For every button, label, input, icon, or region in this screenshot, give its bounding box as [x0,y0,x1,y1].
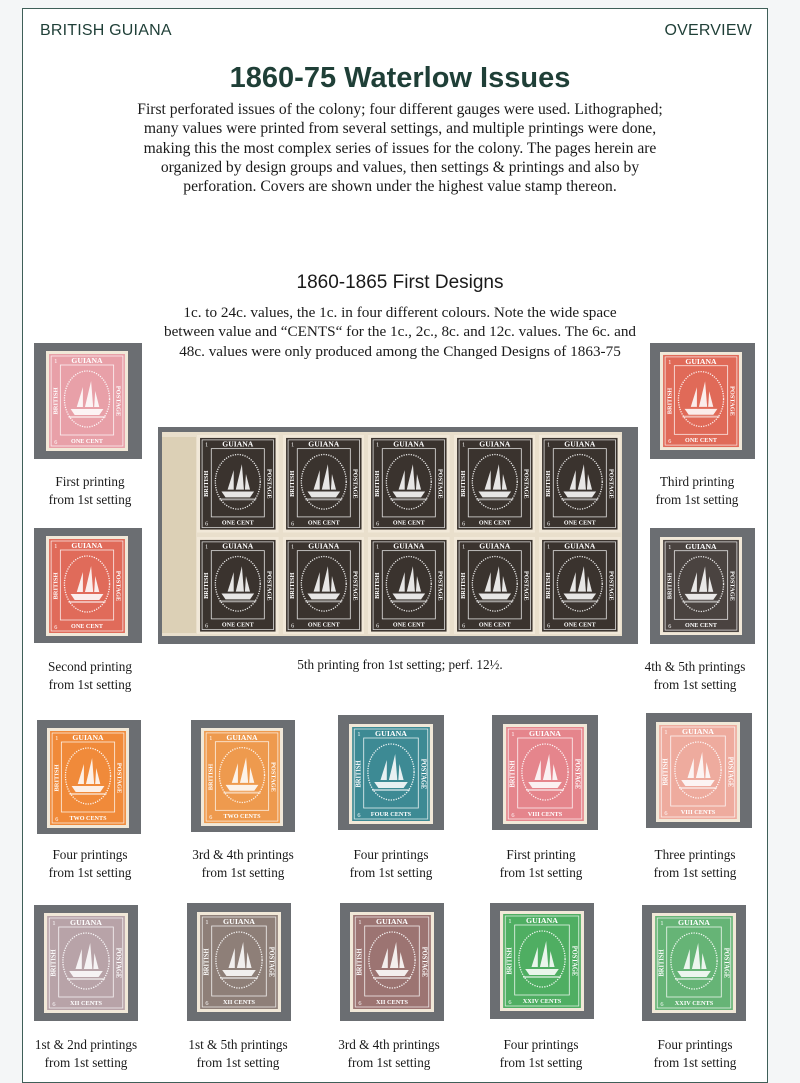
stamp-caption-setting: from 1st setting [44,1055,128,1070]
svg-text:6: 6 [209,815,213,822]
svg-text:GUIANA: GUIANA [226,732,258,742]
svg-text:6: 6 [668,624,672,631]
svg-text:XXIV CENTS: XXIV CENTS [522,999,562,1005]
stamp-artwork [197,435,279,533]
svg-text:ONE CENT: ONE CENT [71,624,103,630]
stamp-12c-grey [197,912,281,1012]
stamp-caption: Four printings [503,1037,579,1052]
svg-text:6: 6 [660,1002,664,1008]
block-stamp [197,435,279,533]
stamp-caption-setting: from 1st setting [655,492,739,507]
stamp-artwork [283,537,365,635]
svg-text:GUIANA: GUIANA [222,439,254,449]
stamp-2c-orange [201,728,283,826]
stamp-24c-green [652,913,736,1013]
svg-text:POSTAGE: POSTAGE [573,758,581,790]
stamp-caption: Three printings [654,847,736,862]
svg-text:6: 6 [205,521,209,528]
svg-text:GUIANA: GUIANA [71,356,103,365]
stamp-artwork [454,435,536,533]
stamp-caption-setting: from 1st setting [48,865,132,880]
block-of-ten [197,435,621,634]
svg-text:GUIANA: GUIANA [70,918,102,927]
block-stamp [368,537,450,635]
svg-text:1: 1 [461,544,466,551]
svg-text:GUIANA: GUIANA [71,541,103,550]
svg-text:POSTAGE: POSTAGE [436,570,444,601]
svg-text:1: 1 [358,920,362,926]
block-stamp [197,537,279,635]
svg-text:GUIANA: GUIANA [307,439,339,449]
block-stamp [539,435,621,533]
stamp-artwork [656,722,740,822]
svg-text:POSTAGE: POSTAGE [728,386,736,416]
stamp-caption: Four printings [52,847,128,862]
svg-text:6: 6 [205,1001,209,1007]
stamp-caption: 3rd & 4th printings [192,847,294,862]
stamp-caption: Four printings [353,847,429,862]
svg-text:GUIANA: GUIANA [72,733,104,742]
svg-text:1: 1 [290,442,294,449]
svg-text:6: 6 [55,817,59,823]
svg-text:6: 6 [205,623,209,630]
svg-text:GUIANA: GUIANA [479,541,511,551]
svg-text:1: 1 [668,359,672,366]
svg-text:BRITISH: BRITISH [374,470,382,497]
svg-text:POSTAGE: POSTAGE [115,762,123,794]
svg-text:VIII CENTS: VIII CENTS [680,810,716,816]
block-stamp [454,537,536,635]
block-stamp [539,537,621,635]
stamp-caption: Four printings [657,1037,733,1052]
svg-text:BRITISH: BRITISH [53,764,61,792]
stamp-caption-setting: from 1st setting [653,677,737,692]
section-title: 1860-1865 First Designs [296,272,504,293]
svg-text:ONE CENT: ONE CENT [685,623,717,630]
svg-text:6: 6 [461,521,466,528]
country-header: BRITISH GUIANA [40,22,172,39]
stamp-artwork [368,537,450,635]
stamp-4c-blue [349,724,433,824]
stamp-1c-red [660,352,742,450]
svg-text:POSTAGE: POSTAGE [722,947,730,979]
stamp-caption-setting: from 1st setting [347,1055,431,1070]
svg-text:GUIANA: GUIANA [685,541,717,551]
svg-text:1: 1 [54,359,58,365]
svg-text:6: 6 [290,623,294,630]
svg-text:6: 6 [668,439,672,446]
stamp-artwork [46,536,128,636]
block-stamp [283,435,365,533]
svg-text:POSTAGE: POSTAGE [522,468,530,499]
stamp-caption: 3rd & 4th printings [338,1037,440,1052]
svg-text:XII CENTS: XII CENTS [70,1001,102,1007]
stamp-caption-setting: from 1st setting [48,677,132,692]
stamp-artwork [47,728,129,828]
svg-text:ONE CENT: ONE CENT [221,520,254,527]
svg-text:1: 1 [52,921,56,927]
stamp-1c-red [46,536,128,636]
svg-text:6: 6 [664,811,668,817]
stamp-1c-pink [46,351,128,451]
stamp-artwork [201,728,283,826]
stamp-artwork [46,351,128,451]
svg-text:POSTAGE: POSTAGE [265,468,273,499]
svg-text:6: 6 [461,623,466,630]
intro-text: First perforated issues of the colony; four different gauges were used. Lithographed; many values were printed from several settings, and multiple printings were done, making this the most complex series of issues for the colony. The pages herein are organized by design groups and values, then settings & printings and also by perforation. Covers are shown under the highest value stamp thereon. [137,101,663,196]
svg-text:BRITISH: BRITISH [666,572,674,600]
svg-text:6: 6 [357,813,361,819]
svg-text:ONE CENT: ONE CENT [307,622,340,629]
stamp-artwork [503,724,587,824]
svg-text:GUIANA: GUIANA [682,727,714,736]
svg-text:XII CENTS: XII CENTS [223,1000,255,1006]
svg-text:BRITISH: BRITISH [545,470,553,497]
svg-text:1: 1 [205,544,209,551]
svg-text:ONE CENT: ONE CENT [307,520,340,527]
svg-text:XXIV CENTS: XXIV CENTS [674,1001,714,1007]
svg-text:FOUR CENTS: FOUR CENTS [370,812,412,818]
svg-text:1: 1 [668,544,672,551]
stamp-artwork [454,537,536,635]
svg-text:BRITISH: BRITISH [288,470,296,497]
svg-text:ONE CENT: ONE CENT [564,520,597,527]
svg-text:ONE CENT: ONE CENT [221,622,254,629]
stamp-artwork [500,911,584,1011]
stamp-artwork [660,537,742,635]
svg-text:VIII CENTS: VIII CENTS [527,812,563,818]
stamp-artwork [197,537,279,635]
svg-text:GUIANA: GUIANA [529,729,561,738]
svg-text:GUIANA: GUIANA [393,439,425,449]
svg-text:BRITISH: BRITISH [207,763,215,791]
svg-text:BRITISH: BRITISH [658,949,666,977]
stamp-8c-pink [656,722,740,822]
svg-text:ONE CENT: ONE CENT [393,622,425,629]
stamp-artwork [368,435,450,533]
svg-text:BRITISH: BRITISH [355,760,363,788]
svg-text:1: 1 [209,735,213,742]
svg-text:GUIANA: GUIANA [393,541,425,551]
svg-text:1: 1 [205,442,209,449]
svg-text:6: 6 [290,521,294,528]
svg-text:1: 1 [205,920,209,926]
svg-text:GUIANA: GUIANA [564,439,596,449]
svg-text:BRITISH: BRITISH [203,470,211,497]
svg-text:POSTAGE: POSTAGE [114,570,122,602]
svg-text:BRITISH: BRITISH [666,387,674,415]
svg-text:POSTAGE: POSTAGE [269,762,277,792]
stamp-12c-lilac [44,913,128,1013]
svg-text:POSTAGE: POSTAGE [607,570,615,601]
svg-text:BRITISH: BRITISH [50,949,58,977]
stamp-12c-lilac [350,912,434,1012]
svg-text:TWO CENTS: TWO CENTS [69,816,107,822]
svg-text:BRITISH: BRITISH [288,572,296,599]
svg-text:POSTAGE: POSTAGE [420,946,428,978]
svg-text:1: 1 [660,921,664,927]
svg-text:1: 1 [290,544,294,551]
svg-text:POSTAGE: POSTAGE [265,570,273,601]
svg-text:GUIANA: GUIANA [479,439,511,449]
svg-text:6: 6 [547,623,551,630]
svg-text:1: 1 [508,919,512,925]
stamp-caption-setting: from 1st setting [201,865,285,880]
svg-text:POSTAGE: POSTAGE [114,385,122,417]
stamp-caption-setting: from 1st setting [653,865,737,880]
svg-text:ONE CENT: ONE CENT [393,520,425,527]
svg-text:ONE CENT: ONE CENT [685,438,717,445]
stamp-caption-setting: from 1st setting [196,1055,280,1070]
svg-text:1: 1 [376,544,380,551]
svg-text:POSTAGE: POSTAGE [114,947,122,979]
svg-text:1: 1 [376,442,380,449]
section-description: 1c. to 24c. values, the 1c. in four different colours. Note the wide space between value and “CENTS“ for the 1c., 2c., 8c. and 12c. values. The 6c. and 48c. values were only produced among the Changed Designs of 1863-75 [163,304,637,360]
page-section-header: OVERVIEW [664,22,752,39]
stamp-artwork [197,912,281,1012]
svg-text:POSTAGE: POSTAGE [350,468,359,499]
svg-text:6: 6 [54,625,58,631]
svg-text:POSTAGE: POSTAGE [350,570,359,601]
svg-text:1: 1 [511,732,515,738]
svg-text:1: 1 [664,730,668,736]
svg-text:POSTAGE: POSTAGE [728,571,736,601]
svg-text:BRITISH: BRITISH [509,760,517,788]
stamp-2c-orange [47,728,129,828]
svg-text:BRITISH: BRITISH [506,947,514,975]
svg-text:BRITISH: BRITISH [52,572,60,600]
svg-text:GUIANA: GUIANA [223,917,255,926]
stamp-caption: 1st & 2nd printings [34,1037,138,1052]
svg-text:GUIANA: GUIANA [375,729,407,738]
stamp-caption: First printing [55,474,125,489]
svg-text:GUIANA: GUIANA [564,541,596,551]
stamp-artwork [539,435,621,533]
svg-text:6: 6 [508,1000,512,1006]
stamp-artwork [283,435,365,533]
stamp-artwork [44,913,128,1013]
svg-text:BRITISH: BRITISH [52,387,60,415]
svg-text:POSTAGE: POSTAGE [267,946,275,978]
svg-text:ONE CENT: ONE CENT [478,622,511,629]
stamp-8c-rose [503,724,587,824]
stamp-caption: 1st & 5th printings [188,1037,288,1052]
svg-text:ONE CENT: ONE CENT [478,520,511,527]
svg-text:BRITISH: BRITISH [374,572,382,599]
svg-text:6: 6 [547,521,551,528]
stamp-artwork [652,913,736,1013]
block-caption: 5th printing fron 1st setting; perf. 12½. [297,657,503,672]
page-title: 1860-75 Waterlow Issues [229,62,571,94]
svg-text:1: 1 [55,736,59,742]
stamp-1c-black [660,537,742,635]
svg-text:6: 6 [358,1001,362,1007]
stamp-caption: 4th & 5th printings [644,659,746,674]
svg-text:ONE CENT: ONE CENT [564,622,597,629]
svg-text:GUIANA: GUIANA [678,918,710,927]
svg-text:BRITISH: BRITISH [545,572,553,599]
block-stamp [283,537,365,635]
svg-text:6: 6 [376,521,380,528]
svg-text:BRITISH: BRITISH [459,572,468,599]
block-stamp [368,435,450,533]
svg-text:GUIANA: GUIANA [307,541,339,551]
svg-text:TWO CENTS: TWO CENTS [223,814,261,821]
svg-text:1: 1 [54,544,58,550]
svg-text:XII CENTS: XII CENTS [376,1000,408,1006]
svg-text:GUIANA: GUIANA [222,541,254,551]
svg-text:BRITISH: BRITISH [662,758,670,786]
stamp-caption: Third printing [659,474,735,489]
svg-text:1: 1 [461,442,466,449]
svg-text:ONE CENT: ONE CENT [71,439,103,445]
sheet-margin [162,437,196,633]
svg-text:GUIANA: GUIANA [376,917,408,926]
svg-text:POSTAGE: POSTAGE [726,756,734,788]
svg-text:POSTAGE: POSTAGE [419,758,427,790]
stamp-artwork [349,724,433,824]
svg-text:POSTAGE: POSTAGE [522,570,530,601]
stamp-artwork [350,912,434,1012]
svg-text:POSTAGE: POSTAGE [570,945,578,977]
svg-text:1: 1 [547,544,551,551]
svg-text:6: 6 [511,813,515,819]
svg-text:GUIANA: GUIANA [685,356,717,366]
svg-text:BRITISH: BRITISH [203,572,211,599]
stamp-caption-setting: from 1st setting [499,1055,583,1070]
svg-text:6: 6 [376,623,380,630]
stamp-caption-setting: from 1st setting [48,492,132,507]
svg-text:1: 1 [547,442,551,449]
svg-text:BRITISH: BRITISH [356,948,364,976]
svg-text:6: 6 [54,440,58,446]
stamp-24c-green [500,911,584,1011]
svg-text:POSTAGE: POSTAGE [607,468,615,499]
svg-text:BRITISH: BRITISH [203,948,211,976]
svg-text:BRITISH: BRITISH [459,470,468,497]
svg-text:1: 1 [357,732,361,738]
stamp-caption: Second printing [48,659,132,674]
stamp-artwork [660,352,742,450]
svg-text:6: 6 [52,1002,56,1008]
stamp-caption: First printing [506,847,576,862]
stamp-caption-setting: from 1st setting [349,865,433,880]
svg-text:GUIANA: GUIANA [526,916,558,925]
stamp-caption-setting: from 1st setting [499,865,583,880]
block-stamp [454,435,536,533]
stamp-artwork [539,537,621,635]
stamp-caption-setting: from 1st setting [653,1055,737,1070]
svg-text:POSTAGE: POSTAGE [436,468,444,499]
